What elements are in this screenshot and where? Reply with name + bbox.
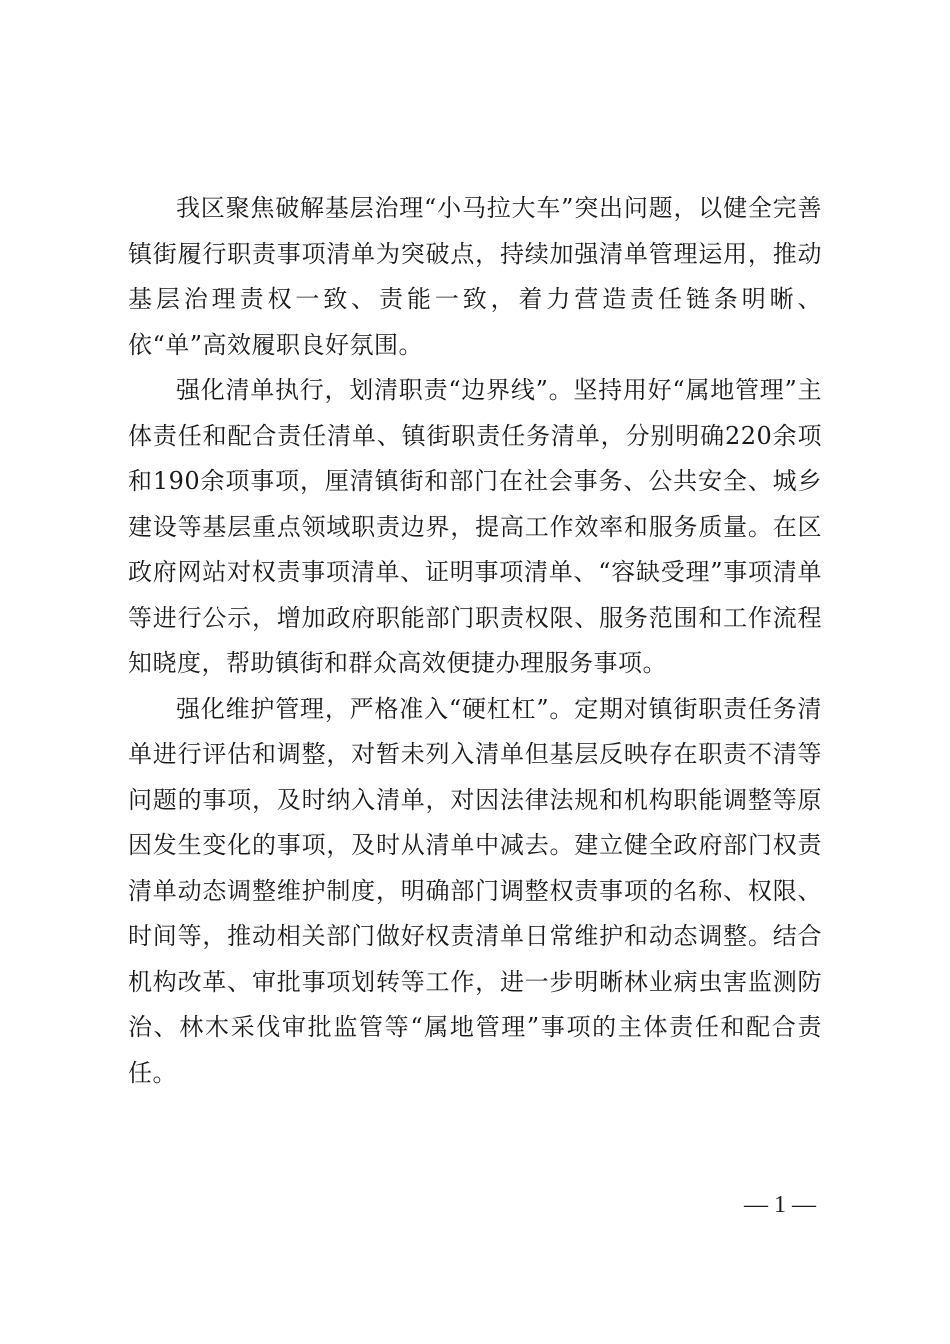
paragraph-list-execution: 强化清单执行，划清职责“边界线”。坚持用好“属地管理”主体责任和配合责任清单、镇街职责任务清单，分别明确220余项和190余项事项，厘清镇街和部门在社会事务、公共安全、城乡建设等基层重点领域职责边界，提高工作效率和服务质量。在区政府网站对权责事项清单、证明事项清单、“容缺受理”事项清单等进行公示，增加政府职能部门职责权限、服务范围和工作流程知晓度，帮助镇街和群众高效便捷办理服务事项。 <box>128 376 822 677</box>
document-body <box>128 186 822 1096</box>
page-number: — 1 — <box>744 1192 816 1218</box>
paragraph-intro: 我区聚焦破解基层治理“小马拉大车”突出问题，以健全完善镇街履行职责事项清单为突破点，持续加强清单管理运用，推动基层治理责权一致、责能一致，着力营造责任链条明晰、依“单”高效履职良好氛围。 <box>128 194 822 359</box>
paragraph-maintenance: 强化维护管理，严格准入“硬杠杠”。定期对镇街职责任务清单进行评估和调整，对暂未列入清单但基层反映存在职责不清等问题的事项，及时纳入清单，对因法律法规和机构职能调整等原因发生变化的事项，及时从清单中减去。建立健全政府部门权责清单动态调整维护制度，明确部门调整权责事项的名称、权限、时间等，推动相关部门做好权责清单日常维护和动态调整。结合机构改革、审批事项划转等工作，进一步明晰林业病虫害监测防治、林木采伐审批监管等“属地管理”事项的主体责任和配合责任。 <box>128 694 822 1087</box>
